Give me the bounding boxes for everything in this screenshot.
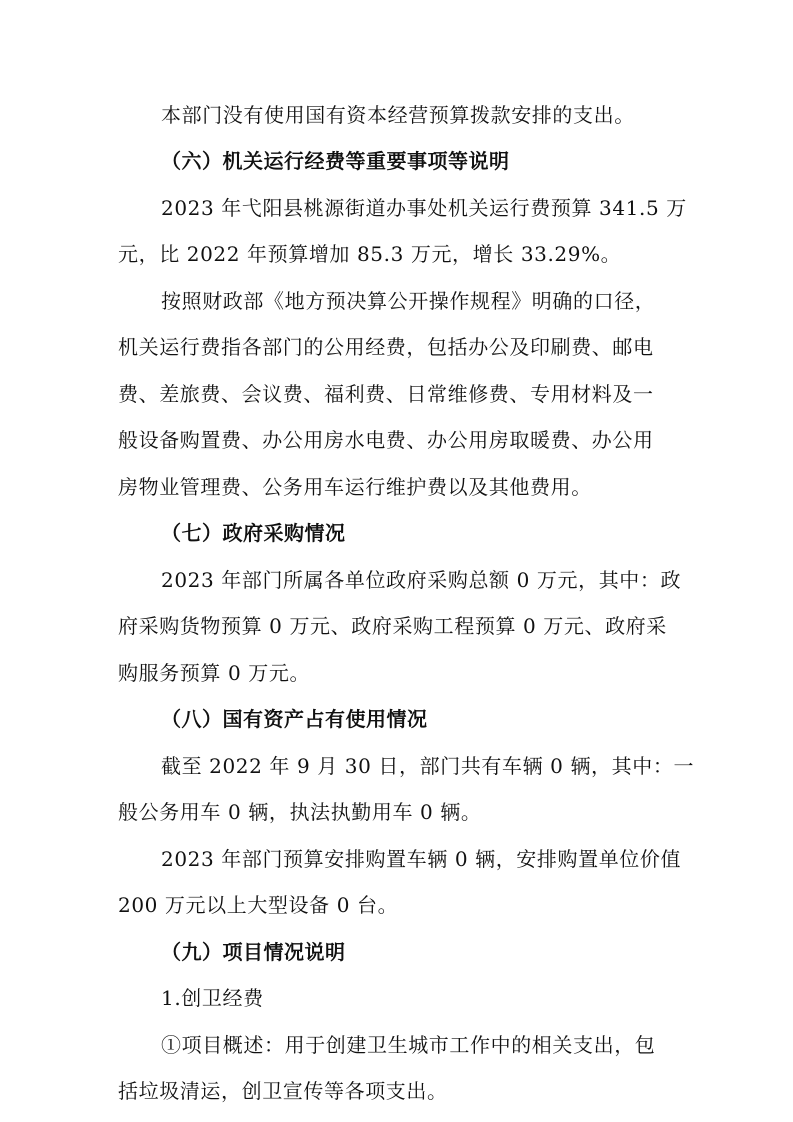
paragraph-line: 般公务用车 0 辆，执法执勤用车 0 辆。 [118, 800, 482, 824]
paragraph-line: 1.创卫经费 [161, 986, 264, 1010]
paragraph-line: 截至 2022 年 9 月 30 日，部门共有车辆 0 辆，其中：一 [161, 754, 695, 778]
paragraph-line: 机关运行费指各部门的公用经费，包括办公及印刷费、邮电 [118, 335, 654, 359]
paragraph-line: 府采购货物预算 0 万元、政府采购工程预算 0 万元、政府采 [118, 614, 667, 638]
section-heading: （九）项目情况说明 [161, 940, 346, 964]
section-heading: （八）国有资产占有使用情况 [161, 707, 428, 731]
paragraph-line: 按照财政部《地方预决算公开操作规程》明确的口径， [161, 289, 656, 313]
paragraph-line: 200 万元以上大型设备 0 台。 [118, 893, 399, 917]
paragraph-line: 2023 年部门所属各单位政府采购总额 0 万元，其中：政 [161, 568, 682, 592]
paragraph-line: 2023 年弋阳县桃源街道办事处机关运行费预算 341.5 万 [161, 196, 687, 220]
paragraph-line: 房物业管理费、公务用车运行维护费以及其他费用。 [118, 475, 592, 499]
section-heading: （七）政府采购情况 [161, 521, 346, 545]
paragraph-line: 本部门没有使用国有资本经营预算拨款安排的支出。 [161, 103, 635, 127]
paragraph-line: ①项目概述：用于创建卫生城市工作中的相关支出，包 [161, 1033, 656, 1057]
paragraph-line: 括垃圾清运，创卫宣传等各项支出。 [118, 1079, 448, 1103]
paragraph-line: 费、差旅费、会议费、福利费、日常维修费、专用材料及一 [118, 382, 654, 406]
paragraph-line: 2023 年部门预算安排购置车辆 0 辆，安排购置单位价值 [161, 847, 682, 871]
paragraph-line: 购服务预算 0 万元。 [118, 661, 311, 685]
section-heading: （六）机关运行经费等重要事项等说明 [161, 149, 510, 173]
paragraph-line: 元，比 2022 年预算增加 85.3 万元，增长 33.29%。 [118, 242, 622, 266]
paragraph-line: 般设备购置费、办公用房水电费、办公用房取暖费、办公用 [118, 428, 654, 452]
